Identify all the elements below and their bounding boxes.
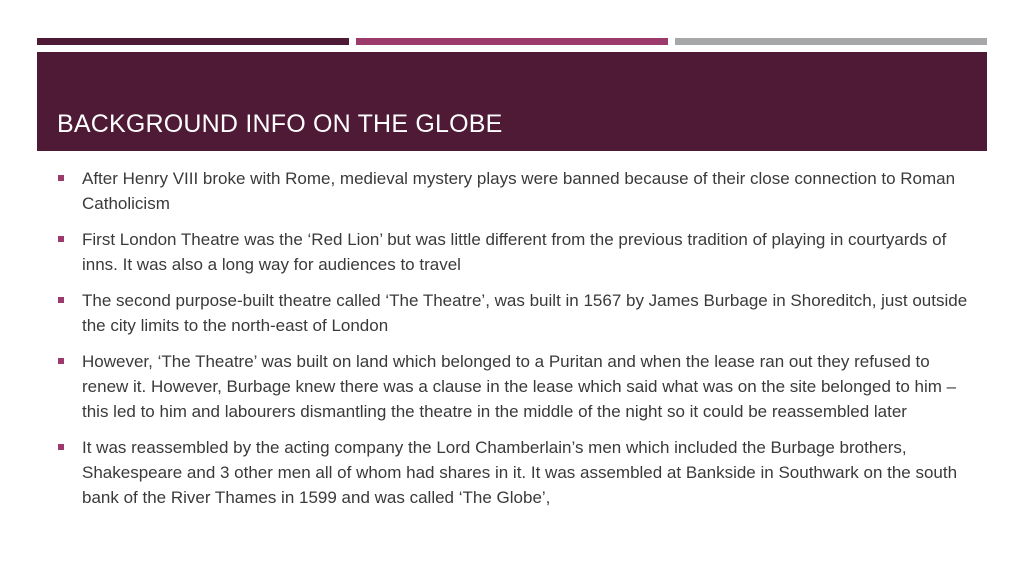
- bullet-square-icon: [58, 236, 64, 242]
- bullet-square-icon: [58, 175, 64, 181]
- bullet-square-icon: [58, 358, 64, 364]
- slide-title: BACKGROUND INFO ON THE GLOBE: [57, 110, 503, 138]
- bullet-square-icon: [58, 297, 64, 303]
- title-bar: [37, 52, 987, 151]
- bullet-item: [56, 435, 976, 510]
- bullet-list: [56, 166, 976, 521]
- bullet-text: The second purpose-built theatre called ‘The Theatre’, was built in 1567 by James Burbage in Shoreditch, just outside the city limits to the north-east of London: [82, 291, 968, 335]
- bullet-item: [56, 288, 976, 338]
- bullet-item: [56, 166, 976, 216]
- accent-stripe-magenta: [356, 38, 668, 45]
- bullet-item: [56, 349, 976, 424]
- accent-stripe-grey: [675, 38, 987, 45]
- bullet-text: It was reassembled by the acting company the Lord Chamberlain’s men which included the Burbage brothers, Shakespeare and 3 other men all of whom had shares in it. It was assembled at Bankside in Southwark on the south bank of the River Thames in 1599 and was called ‘The Globe’,: [82, 438, 958, 507]
- bullet-square-icon: [58, 444, 64, 450]
- bullet-text: However, ‘The Theatre’ was built on land which belonged to a Puritan and when the lease ran out they refused to renew it. However, Burbage knew there was a clause in the lease which said what was on the site belonged to him – this led to him and labourers dismantling the theatre in the middle of the night so it could be reassembled later: [82, 352, 957, 421]
- bullet-text: After Henry VIII broke with Rome, medieval mystery plays were banned because of their close connection to Roman Catholicism: [82, 169, 956, 213]
- accent-stripe-dark: [37, 38, 349, 45]
- bullet-item: [56, 227, 976, 277]
- bullet-text: First London Theatre was the ‘Red Lion’ but was little different from the previous tradition of playing in courtyards of inns. It was also a long way for audiences to travel: [82, 230, 947, 274]
